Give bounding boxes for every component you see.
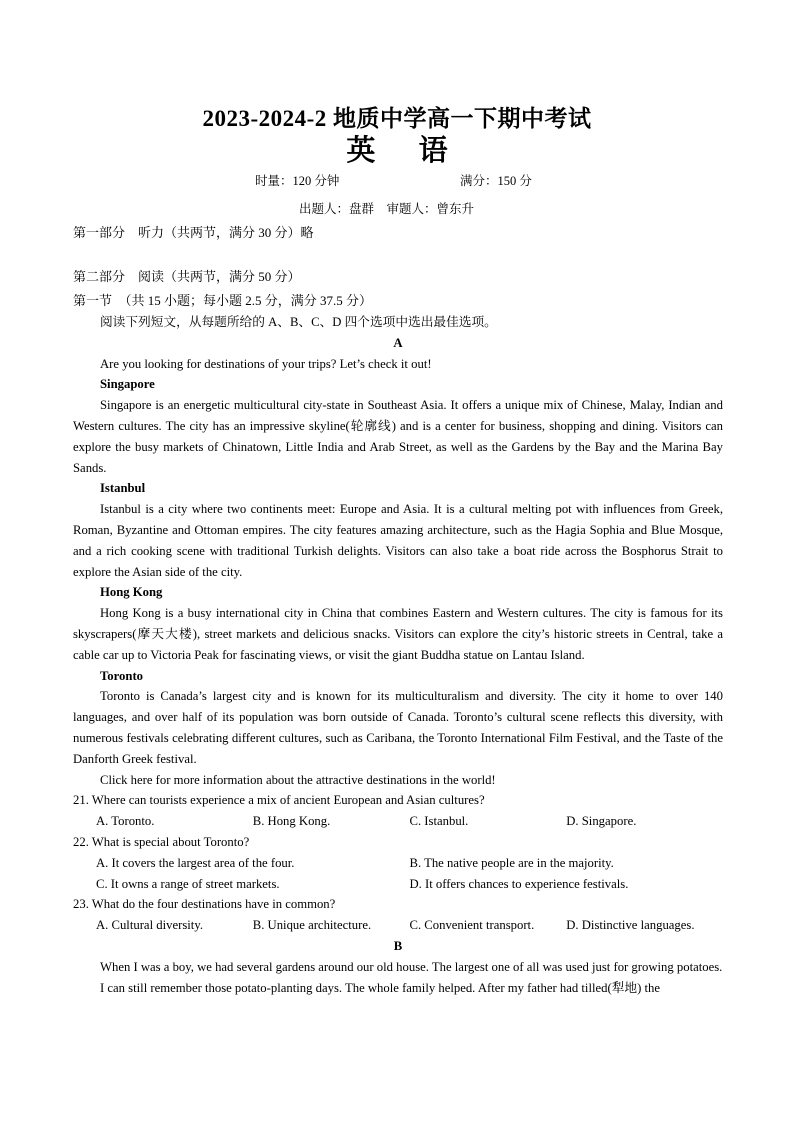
option: A. It covers the largest area of the four.	[96, 855, 295, 870]
question-options	[73, 811, 723, 832]
option: C. Istanbul.	[409, 814, 469, 829]
city-description: Istanbul is a city where two continents meet: Europe and Asia. It is a cultural melting pot with influences from Greek, Roman, Byzantine and Ottoman empires. The city features amazing architecture, such as the Hagia Sophia and Blue Mosque, and a rich cooking scene with traditional Turkish delights. Visitors can also take a boat ride across the Bosphorus Strait to explore the Asian side of the city.	[73, 502, 723, 579]
option: C. It owns a range of street markets.	[96, 876, 280, 891]
question-stem: 22. What is special about Toronto?	[73, 834, 250, 849]
passage-label: B	[393, 938, 403, 953]
option: B. The native people are in the majority.	[409, 855, 614, 870]
option: B. Unique architecture.	[252, 918, 372, 933]
passage-intro: Are you looking for destinations of your trips? Let’s check it out!	[100, 356, 432, 371]
passage-label: A	[393, 335, 403, 350]
question-stem: 23. What do the four destinations have in common?	[73, 897, 336, 912]
exam-title: 2023-2024-2 地质中学高一下期中考试	[202, 106, 592, 131]
city-description: Hong Kong is a busy international city in China that combines Eastern and Western cultures. The city is famous for its skyscrapers(摩天大楼), street markets and delicious snacks. Visitors can explore the city’s historic streets in Central, take a cable car up to Victoria Peak for fascinating views, or visit the giant Buddha statue on Lantau Island.	[73, 606, 723, 662]
section1-heading: 第一节 （共 15 小题；每小题 2.5 分，满分 37.5 分）	[73, 293, 373, 308]
question-options	[73, 874, 723, 895]
city-heading: Istanbul	[100, 481, 146, 496]
option: D. Singapore.	[566, 814, 637, 829]
instruction: 阅读下列短文，从每题所给的 A、B、C、D 四个选项中选出最佳选项。	[100, 315, 497, 329]
passage-closing: Click here for more information about the attractive destinations in the world!	[100, 772, 496, 787]
option: A. Toronto.	[96, 814, 155, 829]
reading-body	[73, 312, 723, 998]
part1-heading: 第一部分 听力（共两节，满分 30 分）略	[73, 225, 314, 240]
city-description: Singapore is an energetic multicultural city-state in Southeast Asia. It offers a unique mix of Chinese, Malay, Indian and Western cultures. The city has an impressive skyline(轮廓线) and is a center for business, shopping and dining. Visitors can explore the busy markets of Chinatown, Little India and Arab Street, as well as the Gardens by the Bay and the Marina Bay Sands.	[73, 398, 723, 475]
question-options	[73, 915, 723, 936]
city-heading: Singapore	[100, 377, 155, 392]
subject-heading	[0, 128, 794, 169]
option: C. Convenient transport.	[409, 918, 535, 933]
exam-authors: 出题人：盘群 审题人：曾东升	[299, 202, 475, 216]
option: A. Cultural diversity.	[96, 918, 204, 933]
option: D. It offers chances to experience festivals.	[409, 876, 629, 891]
question-options	[73, 853, 723, 874]
city-heading: Hong Kong	[100, 585, 163, 600]
city-description: Toronto is Canada’s largest city and is known for its multiculturalism and diversity. The city it home to over 140 languages, and over half of its population was born outside of Canada. Toronto’s cultural scene reflects this diversity, with numerous festivals celebrating different cultures, such as Caribana, the Toronto International Film Festival, and the Taste of the Danforth Greek festival.	[73, 689, 723, 766]
passage-paragraph: I can still remember those potato-planting days. The whole family helped. After my father had tilled(犁地) the	[100, 980, 660, 995]
question-stem: 21. Where can tourists experience a mix of ancient European and Asian cultures?	[73, 793, 485, 808]
option: D. Distinctive languages.	[566, 918, 695, 933]
subject-char: 英	[346, 135, 376, 167]
part2-heading: 第二部分 阅读（共两节，满分 50 分）	[73, 269, 301, 284]
subject-char: 语	[418, 135, 448, 167]
option: B. Hong Kong.	[252, 814, 331, 829]
exam-time: 时量：120 分钟	[255, 174, 340, 188]
city-heading: Toronto	[100, 668, 144, 683]
exam-score: 满分：150 分	[460, 174, 532, 188]
passage-paragraph: When I was a boy, we had several gardens around our old house. The largest one of all was used just for growing potatoes.	[100, 959, 723, 974]
